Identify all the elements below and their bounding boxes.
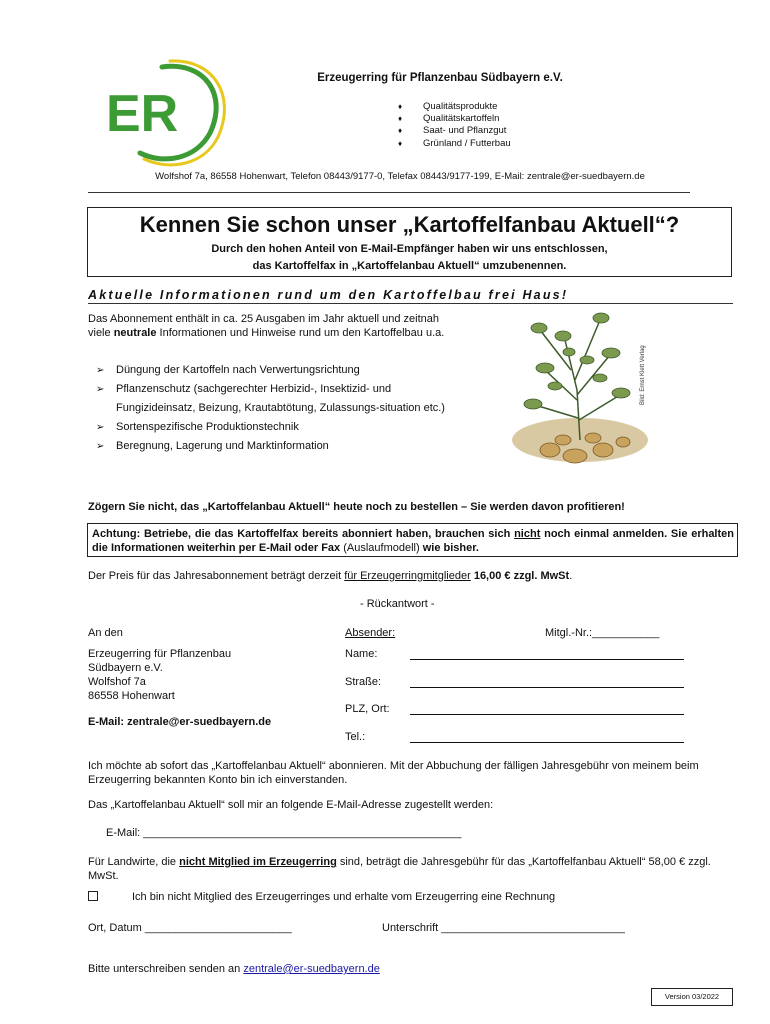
recipient-address xyxy=(88,647,231,703)
organization-name: Erzeugerring für Pflanzenbau Südbayern e.V. xyxy=(317,72,563,84)
consent-text: Ich möchte ab sofort das „Kartoffelanbau Aktuell“ abonnieren. Mit der Abbuchung der fälligen Jahresgebühr von meinem beim Erzeugerring bekannten Konto bin ich einverstanden. xyxy=(88,760,699,786)
headline-subtitle-2: das Kartoffelfax in „Kartoffelanbau Aktuell“ umzubenennen. xyxy=(252,260,567,272)
product-item: ♦ Qualitätskartoffeln xyxy=(398,113,511,125)
price-text xyxy=(88,570,738,582)
notice-text xyxy=(92,527,734,555)
non-member-part: Für Landwirte, die xyxy=(88,856,180,868)
email-field[interactable]: E-Mail: ____________________________________________________ xyxy=(106,827,462,839)
product-item: ♦ Saat- und Pflanzgut xyxy=(398,125,511,137)
product-list xyxy=(398,101,511,150)
notice-part: noch einmal anmelden. Sie erhalten die Informationen weiterhin per E-Mail oder Fax xyxy=(92,528,734,554)
intro-part: Informationen und Hinweise rund um den Kartoffelbau u.a. xyxy=(156,327,445,339)
logo-text: ER xyxy=(106,85,179,143)
city-label: PLZ, Ort: xyxy=(345,703,390,715)
non-member-part: sind, beträgt die Jahresgebühr für das „Kartoffelfanbau Aktuell“ 58,00 € zzgl. MwSt. xyxy=(88,856,711,882)
phone-input-line[interactable] xyxy=(410,742,684,743)
sender-label: Absender: xyxy=(345,627,396,639)
price-amount: 16,00 € zzgl. MwSt xyxy=(470,570,570,582)
place-date-field[interactable]: Ort, Datum ________________________ xyxy=(88,922,292,934)
to-label: An den xyxy=(88,627,123,639)
notice-part: (Auslaufmodell) xyxy=(340,542,423,554)
reply-heading: - Rückantwort - xyxy=(360,598,435,610)
invoice-checkbox-label: Ich bin nicht Mitglied des Erzeugerringes und erhalte vom Erzeugerring eine Rechnung xyxy=(132,891,556,903)
recipient-line: Erzeugerring für Pflanzenbau xyxy=(88,648,232,660)
recipient-line: Südbayern e.V. xyxy=(88,662,163,674)
signature-field[interactable]: Unterschrift ______________________________ xyxy=(382,922,625,934)
invoice-checkbox[interactable] xyxy=(88,891,98,901)
version-label: Version 03/2022 xyxy=(651,988,733,1006)
send-instruction xyxy=(88,963,380,975)
image-credit: Bild: Ernst Klett Verlag xyxy=(640,345,646,405)
notice-part: Achtung: Betriebe, die das Kartoffelfax bereits abonniert haben, brauchen sich xyxy=(92,528,515,540)
intro-part: Das Abonnement enthält in ca. 25 Ausgaben im Jahr aktuell und zeitnah viele xyxy=(88,313,440,339)
city-input-line[interactable] xyxy=(410,714,684,715)
name-input-line[interactable] xyxy=(410,659,684,660)
recipient-line: Wolfshof 7a xyxy=(88,676,146,688)
phone-label: Tel.: xyxy=(345,731,366,743)
notice-part: wie bisher. xyxy=(422,542,479,554)
topic-item: ➢ Düngung der Kartoffeln nach Verwertungsrichtung xyxy=(96,361,456,380)
header-divider xyxy=(88,192,690,193)
contact-address: Wolfshof 7a, 86558 Hohenwart, Telefon 08443/9177-0, Telefax 08443/9177-199, E-Mail: zentrale@er-suedbayern.de xyxy=(155,171,645,182)
invoice-checkbox-row xyxy=(88,891,555,903)
topic-list xyxy=(96,361,456,456)
street-input-line[interactable] xyxy=(410,687,684,688)
price-part: Der Preis für das Jahresabonnement beträgt derzeit xyxy=(88,570,345,582)
call-to-action: Zögern Sie nicht, das „Kartoffelanbau Aktuell“ heute noch zu bestellen – Sie werden davon profitieren! xyxy=(88,501,625,513)
topic-item: ➢ Beregnung, Lagerung und Marktinformation xyxy=(96,437,456,456)
product-item: ♦ Grünland / Futterbau xyxy=(398,138,511,150)
non-member-text xyxy=(88,855,738,883)
member-number-field[interactable]: Mitgl.-Nr.:___________ xyxy=(545,627,660,639)
er-logo xyxy=(100,55,240,175)
topic-item: ➢ Pflanzenschutz (sachgerechter Herbizid-, Insektizid- und Fungizideinsatz, Beizung, Krautabtötung, Zulassungs-situation etc.) xyxy=(96,380,456,418)
email-instruction: Das „Kartoffelanbau Aktuell“ soll mir an folgende E-Mail-Adresse zugestellt werden: xyxy=(88,799,494,811)
intro-text xyxy=(88,312,448,340)
price-underlined: für Erzeugerringmitglieder xyxy=(344,570,471,582)
headline-subtitle-1: Durch den hohen Anteil von E-Mail-Empfänger haben wir uns entschlossen, xyxy=(211,243,608,255)
recipient-line: 86558 Hohenwart xyxy=(88,690,175,702)
notice-underlined: nicht xyxy=(514,528,541,540)
topic-item: ➢ Sortenspezifische Produktionstechnik xyxy=(96,418,456,437)
potato-plant-image xyxy=(505,300,655,470)
section-title: Aktuelle Informationen rund um den Kartoffelbau frei Haus! xyxy=(88,288,569,302)
price-part: . xyxy=(569,570,573,582)
headline-title: Kennen Sie schon unser „Kartoffelfanbau Aktuell“? xyxy=(139,212,680,237)
street-label: Straße: xyxy=(345,676,382,688)
non-member-bold: nicht Mitglied im Erzeugerring xyxy=(179,856,337,868)
product-item: ♦ Qualitätsprodukte xyxy=(398,101,511,113)
name-label: Name: xyxy=(345,648,378,660)
send-text: Bitte unterschreiben senden an xyxy=(88,963,244,975)
recipient-email: E-Mail: zentrale@er-suedbayern.de xyxy=(88,716,272,728)
send-email-link[interactable]: zentrale@er-suedbayern.de xyxy=(243,963,380,975)
intro-bold: neutrale xyxy=(113,327,157,339)
